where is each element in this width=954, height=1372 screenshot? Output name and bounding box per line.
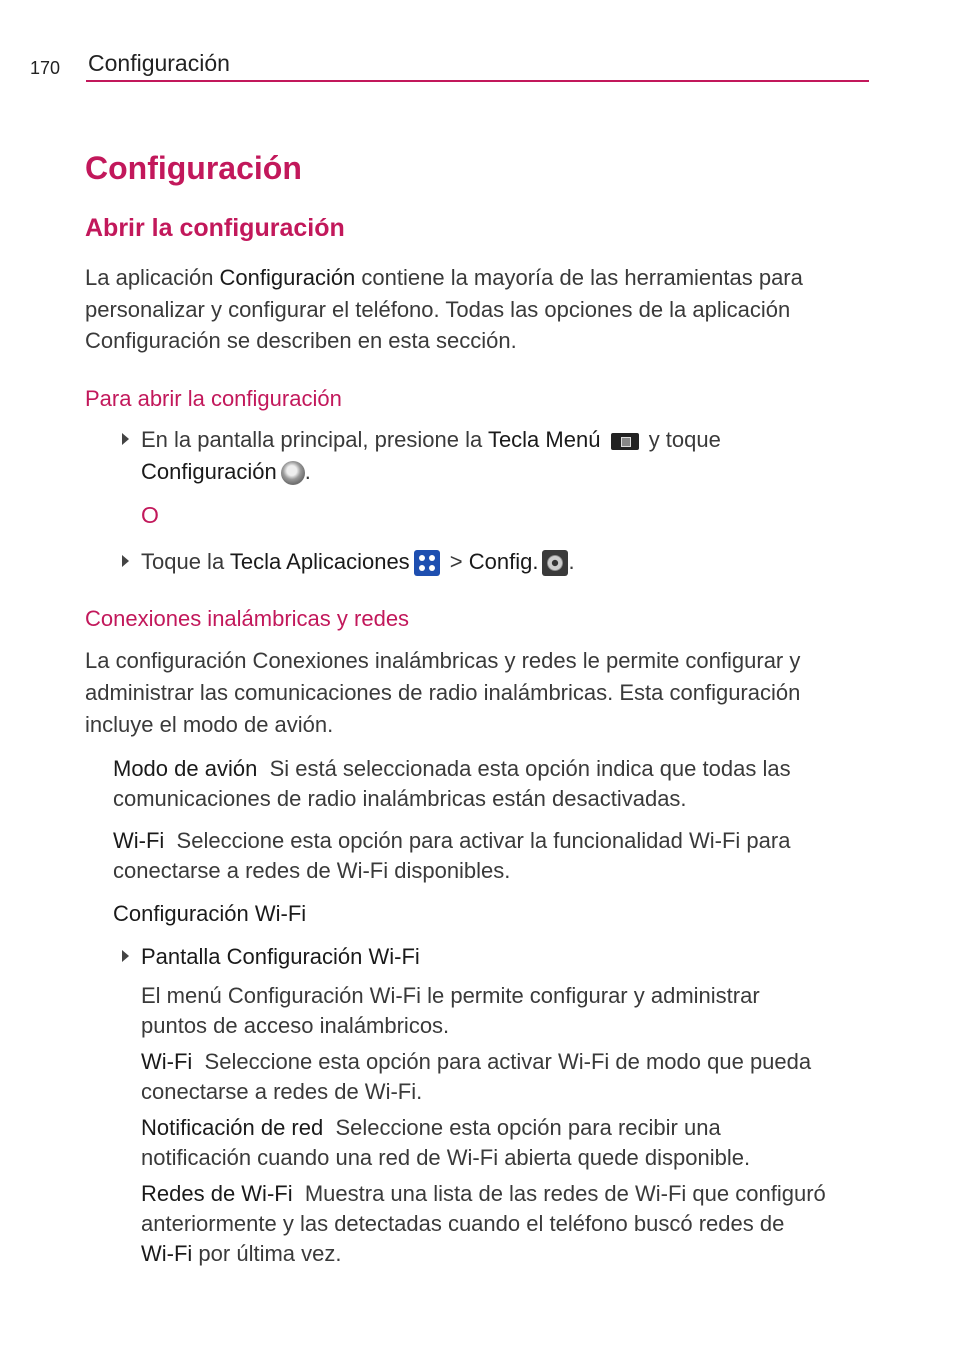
item-text: conectarse a redes de Wi-Fi. xyxy=(141,1079,423,1104)
step-text: y toque xyxy=(642,427,721,452)
item-text: Si está seleccionada esta opción indica que todas las xyxy=(269,756,791,781)
menu-key-icon xyxy=(611,433,639,450)
item-text: Seleccione esta opción para recibir una xyxy=(335,1115,721,1140)
item-text: Seleccione esta opción para activar la funcionalidad Wi-Fi para xyxy=(176,828,791,853)
wifi-menu-description xyxy=(141,981,881,1041)
settings-label: Configuración xyxy=(141,458,277,484)
wifi-settings-screen-label: Pantalla Configuración Wi-Fi xyxy=(141,944,420,969)
item-text: El menú Configuración Wi-Fi le permite configurar y administrar xyxy=(141,983,760,1008)
wifi-networks-term: Redes de Wi-Fi xyxy=(141,1181,293,1206)
step-text: Toque la xyxy=(141,549,230,574)
wireless-description xyxy=(85,645,885,741)
gear-icon xyxy=(542,550,568,576)
intro-paragraph xyxy=(85,262,885,357)
config-label: Config. xyxy=(468,549,539,574)
intro-text: contiene la mayoría de las herramientas para xyxy=(355,265,803,290)
wifi-term: Wi-Fi xyxy=(113,828,165,853)
step-text: > xyxy=(443,549,469,574)
page-title: Configuración xyxy=(85,150,302,186)
intro-text: La aplicación xyxy=(85,265,220,290)
intro-line: Configuración se describen en esta sección. xyxy=(85,328,517,353)
bullet-arrow-icon xyxy=(122,555,129,567)
network-notification-term: Notificación de red xyxy=(141,1115,324,1140)
description-line: administrar las comunicaciones de radio inalámbricas. Esta configuración xyxy=(85,680,801,705)
item-text: Muestra una lista de las redes de Wi-Fi que configuró xyxy=(304,1181,826,1206)
page-number: 170 xyxy=(30,58,61,78)
step-text: En la pantalla principal, presione la xyxy=(141,427,488,452)
step-end: . xyxy=(304,458,311,484)
menu-key-label: Tecla Menú xyxy=(487,427,601,452)
step-end: . xyxy=(568,549,575,574)
section-heading-open: Abrir la configuración xyxy=(85,214,345,242)
wifi-toggle-item xyxy=(141,1047,881,1107)
intro-line: personalizar y configurar el teléfono. Todas las opciones de la aplicación xyxy=(85,296,791,322)
step-2 xyxy=(141,546,881,578)
wifi-term: Wi-Fi xyxy=(141,1049,193,1074)
settings-icon xyxy=(281,461,305,485)
network-notification-item xyxy=(141,1113,881,1173)
item-text: por última vez. xyxy=(192,1241,342,1266)
step-1 xyxy=(141,424,881,487)
running-header: Configuración xyxy=(88,50,230,76)
wifi-item xyxy=(113,826,883,886)
item-text: Seleccione esta opción para activar Wi-Fi de modo que pueda xyxy=(204,1049,812,1074)
wifi-term: Wi-Fi xyxy=(141,1241,193,1266)
bullet-arrow-icon xyxy=(122,950,129,962)
wifi-networks-item xyxy=(141,1179,881,1269)
or-label: O xyxy=(141,502,159,528)
bullet-arrow-icon xyxy=(122,433,129,445)
item-text: puntos de acceso inalámbricos. xyxy=(141,1013,450,1038)
subheading-wireless: Conexiones inalámbricas y redes xyxy=(85,606,410,631)
airplane-mode-item xyxy=(113,754,883,814)
description-line: La configuración Conexiones inalámbricas y redes le permite configurar y xyxy=(85,648,801,673)
description-line: incluye el modo de avión. xyxy=(85,712,334,737)
item-text: comunicaciones de radio inalámbricas están desactivadas. xyxy=(113,786,687,811)
app-name: Configuración xyxy=(219,265,356,290)
header-divider xyxy=(86,80,869,82)
apps-key-label: Tecla Aplicaciones xyxy=(229,549,410,574)
item-text: anteriormente y las detectadas cuando el teléfono buscó redes de xyxy=(141,1211,785,1236)
item-text: conectarse a redes de Wi-Fi disponibles. xyxy=(113,858,511,883)
subheading-open-settings: Para abrir la configuración xyxy=(85,386,342,411)
wifi-settings-label: Configuración Wi-Fi xyxy=(113,901,307,926)
apps-icon xyxy=(414,550,440,576)
airplane-mode-term: Modo de avión xyxy=(113,756,258,781)
item-text: notificación cuando una red de Wi-Fi abierta quede disponible. xyxy=(141,1145,751,1170)
